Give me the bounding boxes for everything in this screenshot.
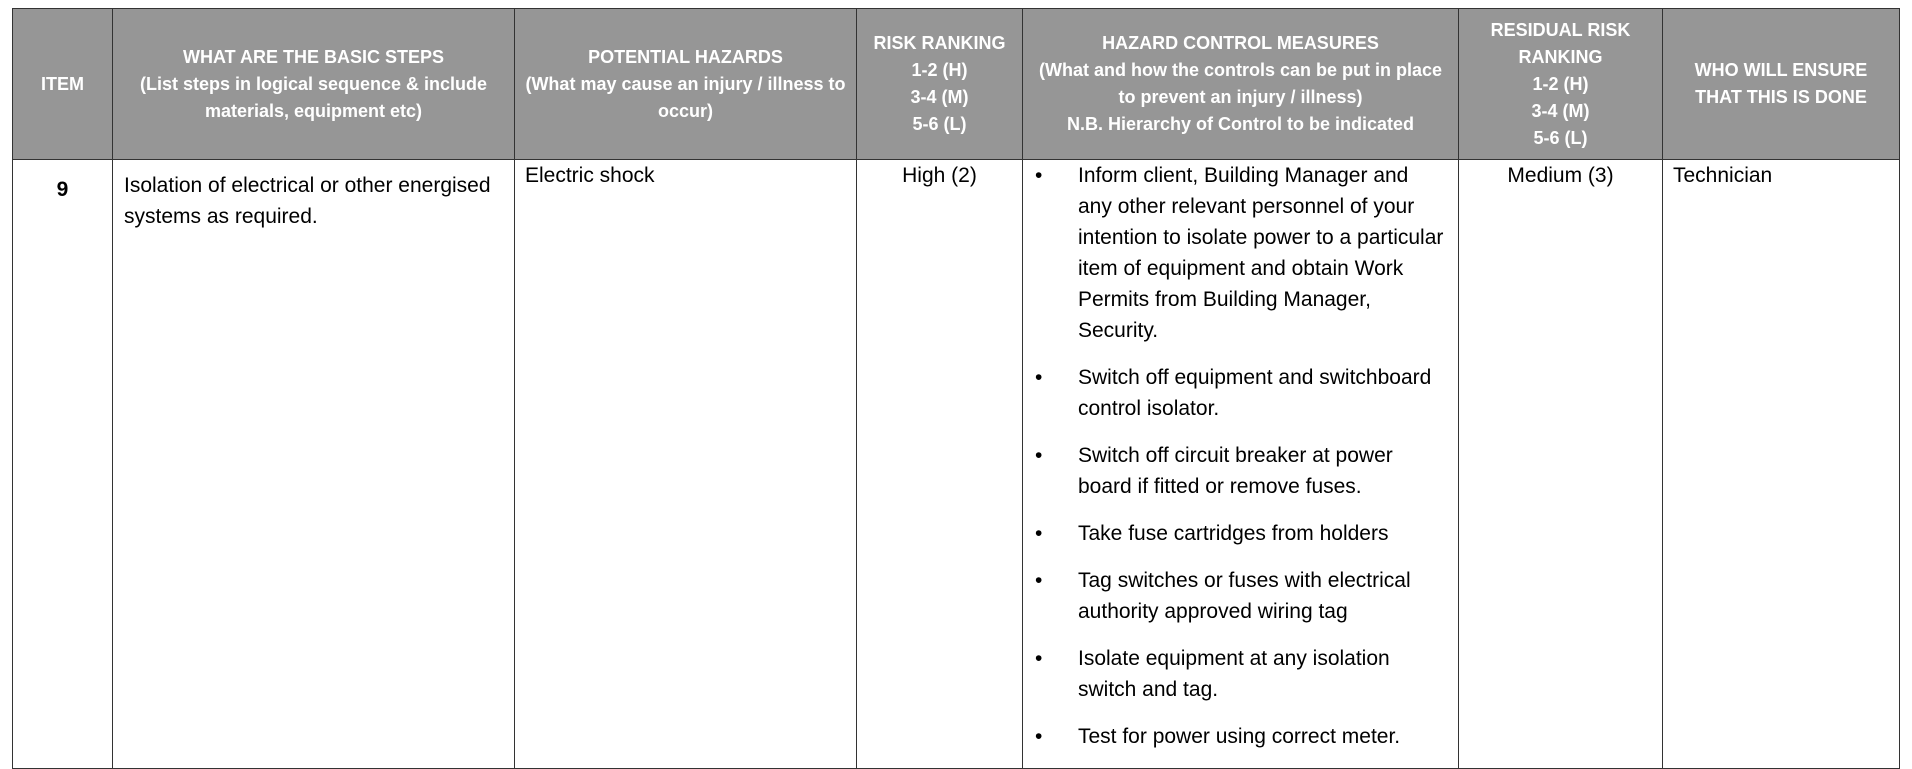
header-who-will-ensure: WHO WILL ENSURE THAT THIS IS DONE bbox=[1663, 9, 1900, 160]
list-item: • Take fuse cartridges from holders bbox=[1023, 518, 1448, 549]
control-measures-list bbox=[1023, 160, 1458, 752]
risk-ranking-cell bbox=[857, 160, 1023, 769]
header-potential-hazards: POTENTIAL HAZARDS (What may cause an injury / illness to occur) bbox=[515, 9, 857, 160]
bullet-icon: • bbox=[1035, 725, 1043, 748]
table-row bbox=[13, 160, 1900, 769]
header-hazard-control-measures: HAZARD CONTROL MEASURES (What and how the controls can be put in place to prevent an injury / illness) N.B. Hierarchy of Control to be indicated bbox=[1023, 9, 1459, 160]
list-item: • Isolate equipment at any isolation switch and tag. bbox=[1023, 643, 1448, 705]
basic-step-text: Isolation of electrical or other energised systems as required. bbox=[124, 174, 491, 228]
header-basic-steps: WHAT ARE THE BASIC STEPS (List steps in logical sequence & include materials, equipment etc) bbox=[113, 9, 515, 160]
bullet-icon: • bbox=[1035, 164, 1043, 187]
list-item: • Tag switches or fuses with electrical authority approved wiring tag bbox=[1023, 565, 1448, 627]
bullet-icon: • bbox=[1035, 444, 1043, 467]
list-item: • Test for power using correct meter. bbox=[1023, 721, 1448, 752]
residual-risk-cell bbox=[1459, 160, 1663, 769]
header-residual-risk-ranking: RESIDUAL RISK RANKING 1-2 (H) 3-4 (M) 5-6 (L) bbox=[1459, 9, 1663, 160]
residual-risk-value: Medium (3) bbox=[1507, 164, 1614, 187]
header-row bbox=[13, 9, 1900, 160]
potential-hazard-text: Electric shock bbox=[525, 164, 655, 187]
risk-assessment-document bbox=[12, 8, 1900, 769]
risk-assessment-table bbox=[12, 8, 1900, 769]
bullet-icon: • bbox=[1035, 647, 1043, 670]
bullet-icon: • bbox=[1035, 569, 1043, 592]
potential-hazard-cell bbox=[515, 160, 857, 769]
list-item: • Switch off circuit breaker at power board if fitted or remove fuses. bbox=[1023, 440, 1448, 502]
list-item: • Switch off equipment and switchboard control isolator. bbox=[1023, 362, 1448, 424]
bullet-icon: • bbox=[1035, 366, 1043, 389]
risk-ranking-value: High (2) bbox=[902, 164, 977, 187]
header-item: ITEM bbox=[13, 9, 113, 160]
list-item: • Inform client, Building Manager and any other relevant personnel of your intention to isolate power to a particular item of equipment and obtain Work Permits from Building Manager, Security. bbox=[1023, 160, 1448, 346]
basic-step-cell bbox=[113, 160, 515, 769]
responsible-person-cell bbox=[1663, 160, 1900, 769]
control-measures-cell bbox=[1023, 160, 1459, 769]
responsible-person-text: Technician bbox=[1673, 164, 1773, 187]
bullet-icon: • bbox=[1035, 522, 1043, 545]
item-number: 9 bbox=[13, 160, 113, 769]
header-risk-ranking: RISK RANKING 1-2 (H) 3-4 (M) 5-6 (L) bbox=[857, 9, 1023, 160]
